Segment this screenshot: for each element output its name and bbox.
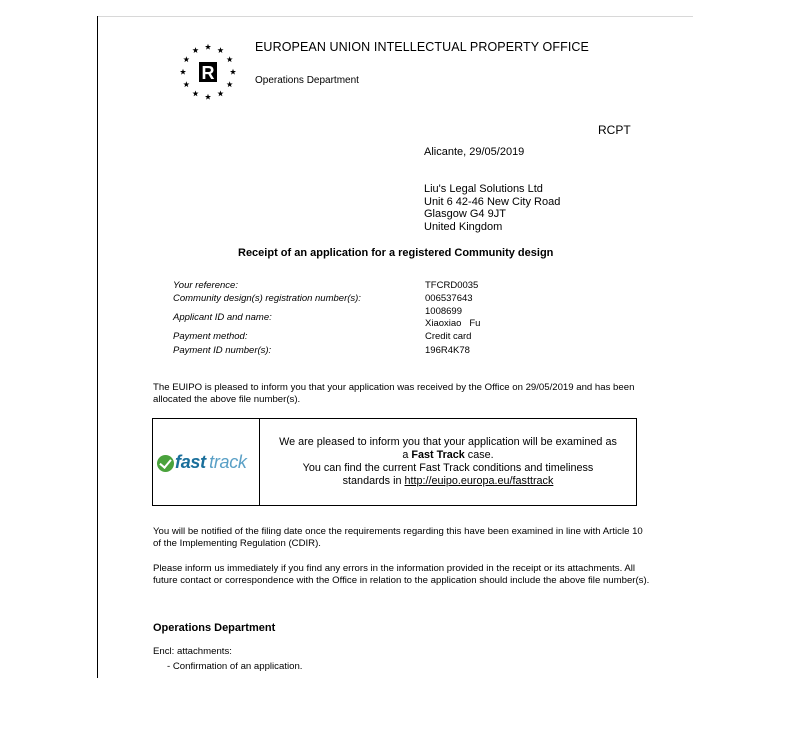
star-icon	[205, 44, 211, 50]
field-value: Xiaoxiao Fu	[425, 318, 481, 329]
fast-track-message	[260, 436, 636, 488]
star-icon	[180, 69, 186, 75]
field-value: 006537643	[425, 293, 473, 304]
svg-text:R: R	[201, 63, 215, 83]
address-line: Unit 6 42-46 New City Road	[424, 195, 561, 208]
message-line: We are pleased to inform you that your application will be examined as	[279, 436, 617, 448]
logo-track: track	[209, 452, 247, 472]
star-icon	[192, 90, 198, 96]
star-icon	[217, 47, 223, 53]
star-icon	[217, 90, 223, 96]
page-top-edge	[97, 16, 693, 17]
page-left-edge	[97, 16, 98, 678]
address-line: Liu's Legal Solutions Ltd	[424, 183, 543, 195]
document-title: Receipt of an application for a registered Community design	[238, 247, 554, 259]
field-value: 196R4K78	[425, 345, 470, 356]
star-icon	[230, 69, 236, 75]
fast-track-logo	[157, 453, 257, 473]
field-label: Your reference:	[173, 280, 238, 291]
receipt-paragraph: The EUIPO is pleased to inform you that your application was received by the Office on 29/05/2019 and has been allocated the above file number(s).	[153, 382, 635, 405]
fast-track-wordmark	[175, 452, 247, 473]
document-code: RCPT	[598, 123, 631, 137]
field-label: Community design(s) registration number(s):	[173, 293, 361, 304]
attachment-item: - Confirmation of an application.	[167, 661, 303, 672]
address-line: United Kingdom	[424, 220, 503, 233]
message-text: case.	[464, 449, 494, 461]
message-text: standards in	[342, 475, 405, 487]
star-icon	[183, 81, 189, 87]
message-text: a	[402, 449, 412, 461]
organization-name: EUROPEAN UNION INTELLECTUAL PROPERTY OFFICE	[255, 40, 589, 54]
fast-track-link[interactable]: http://euipo.europa.eu/fasttrack	[404, 475, 554, 487]
field-value: Credit card	[425, 331, 472, 342]
message-line	[260, 475, 636, 488]
fast-track-bold: Fast Track	[411, 449, 465, 461]
euipo-logo	[178, 42, 238, 102]
recipient-address	[424, 183, 560, 233]
star-icon	[227, 56, 233, 62]
logo-fast: fast	[175, 452, 206, 472]
fast-track-box	[152, 418, 637, 506]
place-date: Alicante, 29/05/2019	[424, 146, 525, 158]
field-label: Payment method:	[173, 331, 248, 342]
address-line: Glasgow G4 9JT	[424, 208, 506, 220]
star-icon	[227, 81, 233, 87]
field-value: TFCRD0035	[425, 280, 479, 291]
errors-paragraph: Please inform us immediately if you find any errors in the information provided in the receipt or its attachments. All future contact or correspondence with the Office in relation to the application should include the above file number(s).	[153, 563, 650, 586]
star-icon	[205, 94, 211, 100]
field-label: Payment ID number(s):	[173, 345, 272, 356]
enclosures-label: Encl: attachments:	[153, 646, 232, 657]
message-line: You can find the current Fast Track conditions and timeliness	[302, 462, 594, 474]
message-line	[260, 449, 636, 462]
field-value: 1008699	[425, 306, 462, 317]
department-name: Operations Department	[255, 75, 359, 86]
star-icon	[183, 56, 189, 62]
checkmark-icon	[157, 455, 174, 472]
star-icon	[192, 47, 198, 53]
signature: Operations Department	[153, 622, 276, 634]
field-label: Applicant ID and name:	[173, 312, 272, 323]
notification-paragraph: You will be notified of the filing date once the requirements regarding this have been examined in line with Article 10 of the Implementing Regulation (CDIR).	[153, 526, 643, 549]
